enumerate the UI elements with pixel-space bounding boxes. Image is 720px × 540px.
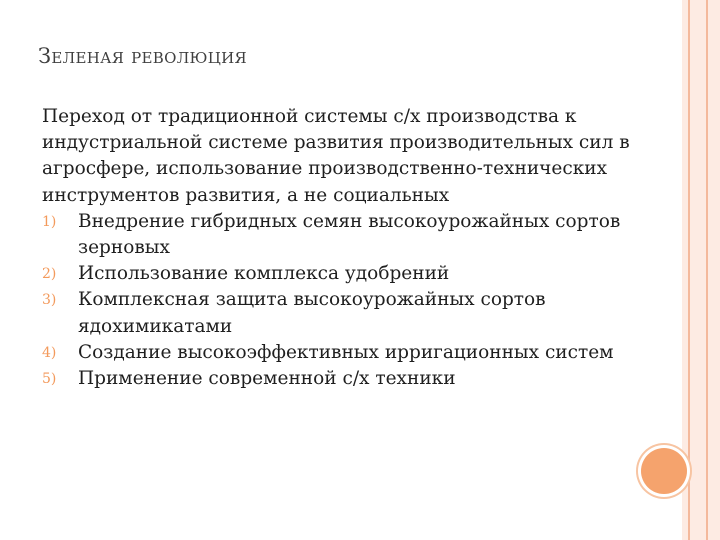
list-item <box>42 366 682 392</box>
slide-body <box>42 104 682 392</box>
list-item <box>42 287 682 339</box>
list-item <box>42 261 682 287</box>
list-item <box>42 340 682 366</box>
list-item-text: Использование комплекса удобрений <box>78 263 450 285</box>
right-border-line <box>688 0 690 540</box>
slide-title: Зеленая революция <box>38 44 247 68</box>
list-item-text: Применение современной с/х техники <box>78 368 456 390</box>
list-number: 1) <box>42 213 57 230</box>
list-item-text: Комплексная защита высокоурожайных сортов ядохимикатами <box>78 289 546 337</box>
list-item <box>42 209 682 261</box>
right-border-line <box>706 0 708 540</box>
list-item-text: Внедрение гибридных семян высокоурожайных сортов зерновых <box>78 210 621 259</box>
decorative-circle <box>641 448 687 494</box>
intro-paragraph: Переход от традиционной системы с/х производства к индустриальной системе развития производительных сил в агросфере, использование производственно-технических инструментов развития, а не социальных <box>42 106 630 206</box>
list-number: 3) <box>42 292 57 309</box>
list-number: 4) <box>42 344 57 361</box>
numbered-list <box>42 209 682 392</box>
list-number: 5) <box>42 371 57 388</box>
list-item-text: Создание высокоэффективных ирригационных систем <box>78 341 614 363</box>
list-number: 2) <box>42 266 57 283</box>
